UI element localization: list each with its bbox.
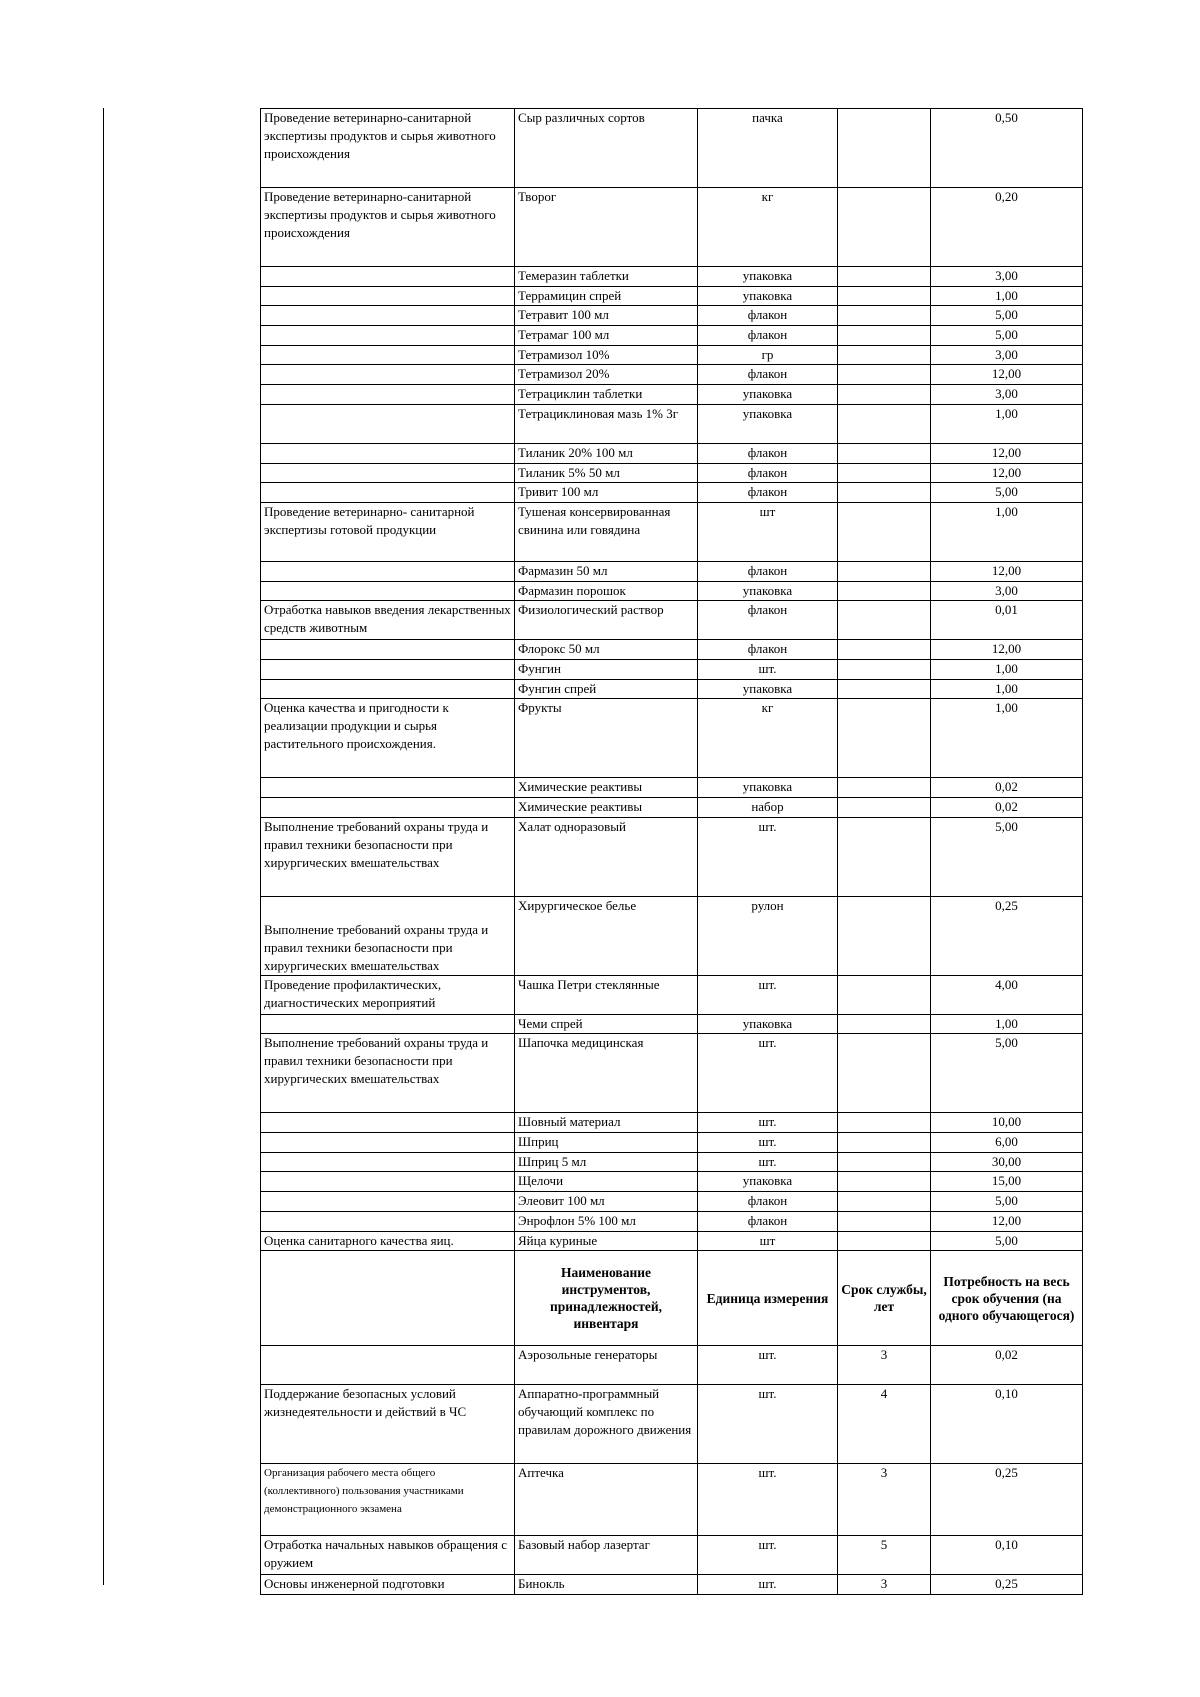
purpose-cell <box>261 286 515 306</box>
unit-cell: рулон <box>698 896 838 975</box>
item-name-cell: Чеми спрей <box>515 1014 698 1034</box>
need-cell: 15,00 <box>931 1172 1083 1192</box>
purpose-cell <box>261 1172 515 1192</box>
need-cell: 0,01 <box>931 601 1083 640</box>
table-row <box>261 679 1083 699</box>
table-row <box>261 561 1083 581</box>
purpose-cell <box>261 306 515 326</box>
need-cell: 1,00 <box>931 1014 1083 1034</box>
service-life-cell <box>838 188 931 267</box>
service-life-cell: 3 <box>838 1575 931 1595</box>
item-name-cell: Аэрозольные генераторы <box>515 1346 698 1385</box>
table-row <box>261 778 1083 798</box>
unit-cell: флакон <box>698 483 838 503</box>
table-row <box>261 326 1083 346</box>
table-row <box>261 1536 1083 1575</box>
table-row <box>261 1385 1083 1464</box>
purpose-cell <box>261 778 515 798</box>
service-life-cell <box>838 1152 931 1172</box>
purpose-cell: Выполнение требований охраны труда и правил техники безопасности при хирургических вмешательствах <box>261 817 515 896</box>
unit-cell: шт <box>698 502 838 561</box>
table-row <box>261 601 1083 640</box>
item-name-cell: Шовный материал <box>515 1113 698 1133</box>
purpose-cell <box>261 1113 515 1133</box>
need-cell: 0,25 <box>931 1575 1083 1595</box>
service-life-cell <box>838 1034 931 1113</box>
unit-cell: шт. <box>698 1152 838 1172</box>
purpose-cell <box>261 679 515 699</box>
purpose-cell <box>261 798 515 818</box>
need-cell: 0,20 <box>931 188 1083 267</box>
need-cell: 3,00 <box>931 581 1083 601</box>
unit-cell: флакон <box>698 365 838 385</box>
table-row <box>261 1346 1083 1385</box>
table-row <box>261 1152 1083 1172</box>
unit-cell: флакон <box>698 601 838 640</box>
unit-cell: упаковка <box>698 385 838 405</box>
item-name-cell: Фрукты <box>515 699 698 778</box>
service-life-cell <box>838 1231 931 1251</box>
purpose-cell: Оценка качества и пригодности к реализации продукции и сырья растительного происхождения. <box>261 699 515 778</box>
item-name-cell: Физиологический раствор <box>515 601 698 640</box>
service-life-cell <box>838 699 931 778</box>
service-life-cell <box>838 365 931 385</box>
purpose-cell: Проведение ветеринарно-санитарной экспертизы продуктов и сырья животного происхождения <box>261 188 515 267</box>
table-row <box>261 385 1083 405</box>
unit-cell: шт. <box>698 1385 838 1464</box>
item-name-cell: Химические реактивы <box>515 778 698 798</box>
item-name-cell: Тиланик 20% 100 мл <box>515 443 698 463</box>
header-item-name: Наименование инструментов, принадлежностей, инвентаря <box>515 1251 698 1346</box>
purpose-cell: Отработка начальных навыков обращения с оружием <box>261 1536 515 1575</box>
table-row <box>261 1192 1083 1212</box>
table-row <box>261 463 1083 483</box>
unit-cell: набор <box>698 798 838 818</box>
unit-cell: шт. <box>698 1575 838 1595</box>
header-need: Потребность на весь срок обучения (на одного обучающегося) <box>931 1251 1083 1346</box>
purpose-cell <box>261 659 515 679</box>
item-name-cell: Химические реактивы <box>515 798 698 818</box>
need-cell: 5,00 <box>931 1192 1083 1212</box>
purpose-cell <box>261 1346 515 1385</box>
service-life-cell <box>838 404 931 443</box>
item-name-cell: Энрофлон 5% 100 мл <box>515 1211 698 1231</box>
item-name-cell: Аппаратно-программный обучающий комплекс по правилам дорожного движения <box>515 1385 698 1464</box>
table-row <box>261 640 1083 660</box>
service-life-cell <box>838 1014 931 1034</box>
need-cell: 1,00 <box>931 699 1083 778</box>
service-life-cell <box>838 679 931 699</box>
need-cell: 1,00 <box>931 659 1083 679</box>
service-life-cell <box>838 483 931 503</box>
need-cell: 5,00 <box>931 1231 1083 1251</box>
table-row <box>261 109 1083 188</box>
unit-cell: флакон <box>698 1192 838 1212</box>
service-life-cell: 3 <box>838 1346 931 1385</box>
need-cell: 12,00 <box>931 463 1083 483</box>
table-row <box>261 581 1083 601</box>
table-row <box>261 1211 1083 1231</box>
purpose-cell: Проведение ветеринарно-санитарной экспертизы продуктов и сырья животного происхождения <box>261 109 515 188</box>
table-row <box>261 1575 1083 1595</box>
need-cell: 0,02 <box>931 798 1083 818</box>
need-cell: 0,25 <box>931 896 1083 975</box>
need-cell: 1,00 <box>931 404 1083 443</box>
purpose-cell: Основы инженерной подготовки <box>261 1575 515 1595</box>
unit-cell: шт. <box>698 1346 838 1385</box>
unit-cell: флакон <box>698 443 838 463</box>
service-life-cell <box>838 659 931 679</box>
purpose-cell <box>261 561 515 581</box>
purpose-cell <box>261 640 515 660</box>
service-life-cell <box>838 286 931 306</box>
table-row <box>261 1464 1083 1536</box>
purpose-cell <box>261 1192 515 1212</box>
need-cell: 0,02 <box>931 1346 1083 1385</box>
unit-cell: пачка <box>698 109 838 188</box>
header-unit: Единица измерения <box>698 1251 838 1346</box>
service-life-cell <box>838 1192 931 1212</box>
item-name-cell: Тетрамаг 100 мл <box>515 326 698 346</box>
item-name-cell: Творог <box>515 188 698 267</box>
table-row <box>261 975 1083 1014</box>
unit-cell: упаковка <box>698 679 838 699</box>
unit-cell: шт. <box>698 1536 838 1575</box>
table-row <box>261 404 1083 443</box>
need-cell: 12,00 <box>931 443 1083 463</box>
need-cell: 12,00 <box>931 640 1083 660</box>
unit-cell: флакон <box>698 326 838 346</box>
unit-cell: кг <box>698 699 838 778</box>
materials-table <box>260 108 1083 1595</box>
service-life-cell <box>838 463 931 483</box>
service-life-cell <box>838 975 931 1014</box>
service-life-cell <box>838 601 931 640</box>
item-name-cell: Бинокль <box>515 1575 698 1595</box>
table-row <box>261 896 1083 975</box>
need-cell: 0,02 <box>931 778 1083 798</box>
table-row <box>261 286 1083 306</box>
unit-cell: флакон <box>698 463 838 483</box>
need-cell: 4,00 <box>931 975 1083 1014</box>
item-name-cell: Тиланик 5% 50 мл <box>515 463 698 483</box>
service-life-cell <box>838 1133 931 1153</box>
service-life-cell <box>838 109 931 188</box>
service-life-cell <box>838 896 931 975</box>
need-cell: 0,10 <box>931 1536 1083 1575</box>
purpose-cell <box>261 1133 515 1153</box>
service-life-cell <box>838 1211 931 1231</box>
item-name-cell: Темеразин таблетки <box>515 267 698 287</box>
item-name-cell: Шприц <box>515 1133 698 1153</box>
service-life-cell <box>838 443 931 463</box>
need-cell: 1,00 <box>931 679 1083 699</box>
service-life-cell <box>838 267 931 287</box>
purpose-cell: Проведение ветеринарно- санитарной экспертизы готовой продукции <box>261 502 515 561</box>
header-service-life: Срок службы, лет <box>838 1251 931 1346</box>
unit-cell: шт. <box>698 659 838 679</box>
need-cell: 5,00 <box>931 326 1083 346</box>
unit-cell: флакон <box>698 561 838 581</box>
service-life-cell: 4 <box>838 1385 931 1464</box>
need-cell: 5,00 <box>931 817 1083 896</box>
item-name-cell: Базовый набор лазертаг <box>515 1536 698 1575</box>
item-name-cell: Тетрамизол 20% <box>515 365 698 385</box>
need-cell: 3,00 <box>931 267 1083 287</box>
item-name-cell: Сыр различных сортов <box>515 109 698 188</box>
service-life-cell: 3 <box>838 1464 931 1536</box>
table-row <box>261 365 1083 385</box>
purpose-cell <box>261 1211 515 1231</box>
table-row <box>261 1172 1083 1192</box>
need-cell: 0,50 <box>931 109 1083 188</box>
table-row <box>261 483 1083 503</box>
item-name-cell: Фармазин порошок <box>515 581 698 601</box>
item-name-cell: Тривит 100 мл <box>515 483 698 503</box>
purpose-cell: Выполнение требований охраны труда и правил техники безопасности при хирургических вмешательствах <box>261 896 515 975</box>
table-row <box>261 817 1083 896</box>
unit-cell: шт. <box>698 1464 838 1536</box>
table-row <box>261 502 1083 561</box>
need-cell: 0,25 <box>931 1464 1083 1536</box>
service-life-cell <box>838 1113 931 1133</box>
item-name-cell: Фунгин <box>515 659 698 679</box>
unit-cell: гр <box>698 345 838 365</box>
table-header-row <box>261 1251 1083 1346</box>
purpose-cell: Поддержание безопасных условий жизнедеятельности и действий в ЧС <box>261 1385 515 1464</box>
item-name-cell: Аптечка <box>515 1464 698 1536</box>
unit-cell: упаковка <box>698 581 838 601</box>
item-name-cell: Чашка Петри стеклянные <box>515 975 698 1014</box>
service-life-cell <box>838 778 931 798</box>
service-life-cell <box>838 326 931 346</box>
item-name-cell: Фармазин 50 мл <box>515 561 698 581</box>
table-row <box>261 443 1083 463</box>
need-cell: 12,00 <box>931 561 1083 581</box>
need-cell: 5,00 <box>931 483 1083 503</box>
purpose-cell: Оценка санитарного качества яиц. <box>261 1231 515 1251</box>
item-name-cell: Хирургическое белье <box>515 896 698 975</box>
need-cell: 3,00 <box>931 385 1083 405</box>
table-row <box>261 798 1083 818</box>
unit-cell: кг <box>698 188 838 267</box>
unit-cell: шт. <box>698 1133 838 1153</box>
unit-cell: флакон <box>698 1211 838 1231</box>
table-row <box>261 1231 1083 1251</box>
service-life-cell <box>838 385 931 405</box>
table-row <box>261 1014 1083 1034</box>
need-cell: 3,00 <box>931 345 1083 365</box>
purpose-cell: Организация рабочего места общего (коллективного) пользования участниками демонстрационного экзамена <box>261 1464 515 1536</box>
purpose-cell: Выполнение требований охраны труда и правил техники безопасности при хирургических вмешательствах <box>261 1034 515 1113</box>
item-name-cell: Террамицин спрей <box>515 286 698 306</box>
need-cell: 30,00 <box>931 1152 1083 1172</box>
purpose-cell <box>261 1014 515 1034</box>
need-cell: 5,00 <box>931 1034 1083 1113</box>
service-life-cell <box>838 561 931 581</box>
need-cell: 5,00 <box>931 306 1083 326</box>
service-life-cell <box>838 817 931 896</box>
item-name-cell: Тетравит 100 мл <box>515 306 698 326</box>
need-cell: 1,00 <box>931 286 1083 306</box>
unit-cell: шт. <box>698 975 838 1014</box>
need-cell: 10,00 <box>931 1113 1083 1133</box>
unit-cell: упаковка <box>698 778 838 798</box>
unit-cell: шт. <box>698 817 838 896</box>
item-name-cell: Флорокс 50 мл <box>515 640 698 660</box>
table-row <box>261 1113 1083 1133</box>
service-life-cell <box>838 502 931 561</box>
item-name-cell: Щелочи <box>515 1172 698 1192</box>
need-cell: 6,00 <box>931 1133 1083 1153</box>
purpose-cell <box>261 345 515 365</box>
service-life-cell <box>838 1172 931 1192</box>
service-life-cell <box>838 798 931 818</box>
table-row <box>261 267 1083 287</box>
header-purpose-cell <box>261 1251 515 1346</box>
purpose-cell <box>261 581 515 601</box>
unit-cell: упаковка <box>698 404 838 443</box>
purpose-cell: Проведение профилактических, диагностических мероприятий <box>261 975 515 1014</box>
purpose-cell <box>261 483 515 503</box>
need-cell: 12,00 <box>931 1211 1083 1231</box>
purpose-cell <box>261 267 515 287</box>
item-name-cell: Яйца куриные <box>515 1231 698 1251</box>
table-row <box>261 1034 1083 1113</box>
table-row <box>261 306 1083 326</box>
purpose-cell <box>261 443 515 463</box>
service-life-cell <box>838 345 931 365</box>
need-cell: 0,10 <box>931 1385 1083 1464</box>
unit-cell: упаковка <box>698 1172 838 1192</box>
item-name-cell: Халат одноразовый <box>515 817 698 896</box>
item-name-cell: Тетрациклиновая мазь 1% 3г <box>515 404 698 443</box>
item-name-cell: Элеовит 100 мл <box>515 1192 698 1212</box>
item-name-cell: Тушеная консервированная свинина или говядина <box>515 502 698 561</box>
purpose-cell <box>261 463 515 483</box>
table-row <box>261 188 1083 267</box>
table-row <box>261 1133 1083 1153</box>
unit-cell: упаковка <box>698 267 838 287</box>
item-name-cell: Тетрамизол 10% <box>515 345 698 365</box>
purpose-cell <box>261 326 515 346</box>
table-row <box>261 345 1083 365</box>
service-life-cell <box>838 581 931 601</box>
unit-cell: упаковка <box>698 1014 838 1034</box>
service-life-cell <box>838 640 931 660</box>
unit-cell: упаковка <box>698 286 838 306</box>
unit-cell: шт <box>698 1231 838 1251</box>
unit-cell: флакон <box>698 640 838 660</box>
unit-cell: шт. <box>698 1034 838 1113</box>
unit-cell: шт. <box>698 1113 838 1133</box>
item-name-cell: Шапочка медицинская <box>515 1034 698 1113</box>
unit-cell: флакон <box>698 306 838 326</box>
left-margin-rule <box>103 108 104 1585</box>
purpose-cell: Отработка навыков введения лекарственных средств животным <box>261 601 515 640</box>
item-name-cell: Шприц 5 мл <box>515 1152 698 1172</box>
item-name-cell: Фунгин спрей <box>515 679 698 699</box>
need-cell: 12,00 <box>931 365 1083 385</box>
table-row <box>261 659 1083 679</box>
purpose-cell <box>261 1152 515 1172</box>
need-cell: 1,00 <box>931 502 1083 561</box>
purpose-cell <box>261 365 515 385</box>
item-name-cell: Тетрациклин таблетки <box>515 385 698 405</box>
purpose-cell <box>261 404 515 443</box>
service-life-cell <box>838 306 931 326</box>
service-life-cell: 5 <box>838 1536 931 1575</box>
purpose-cell <box>261 385 515 405</box>
table-row <box>261 699 1083 778</box>
